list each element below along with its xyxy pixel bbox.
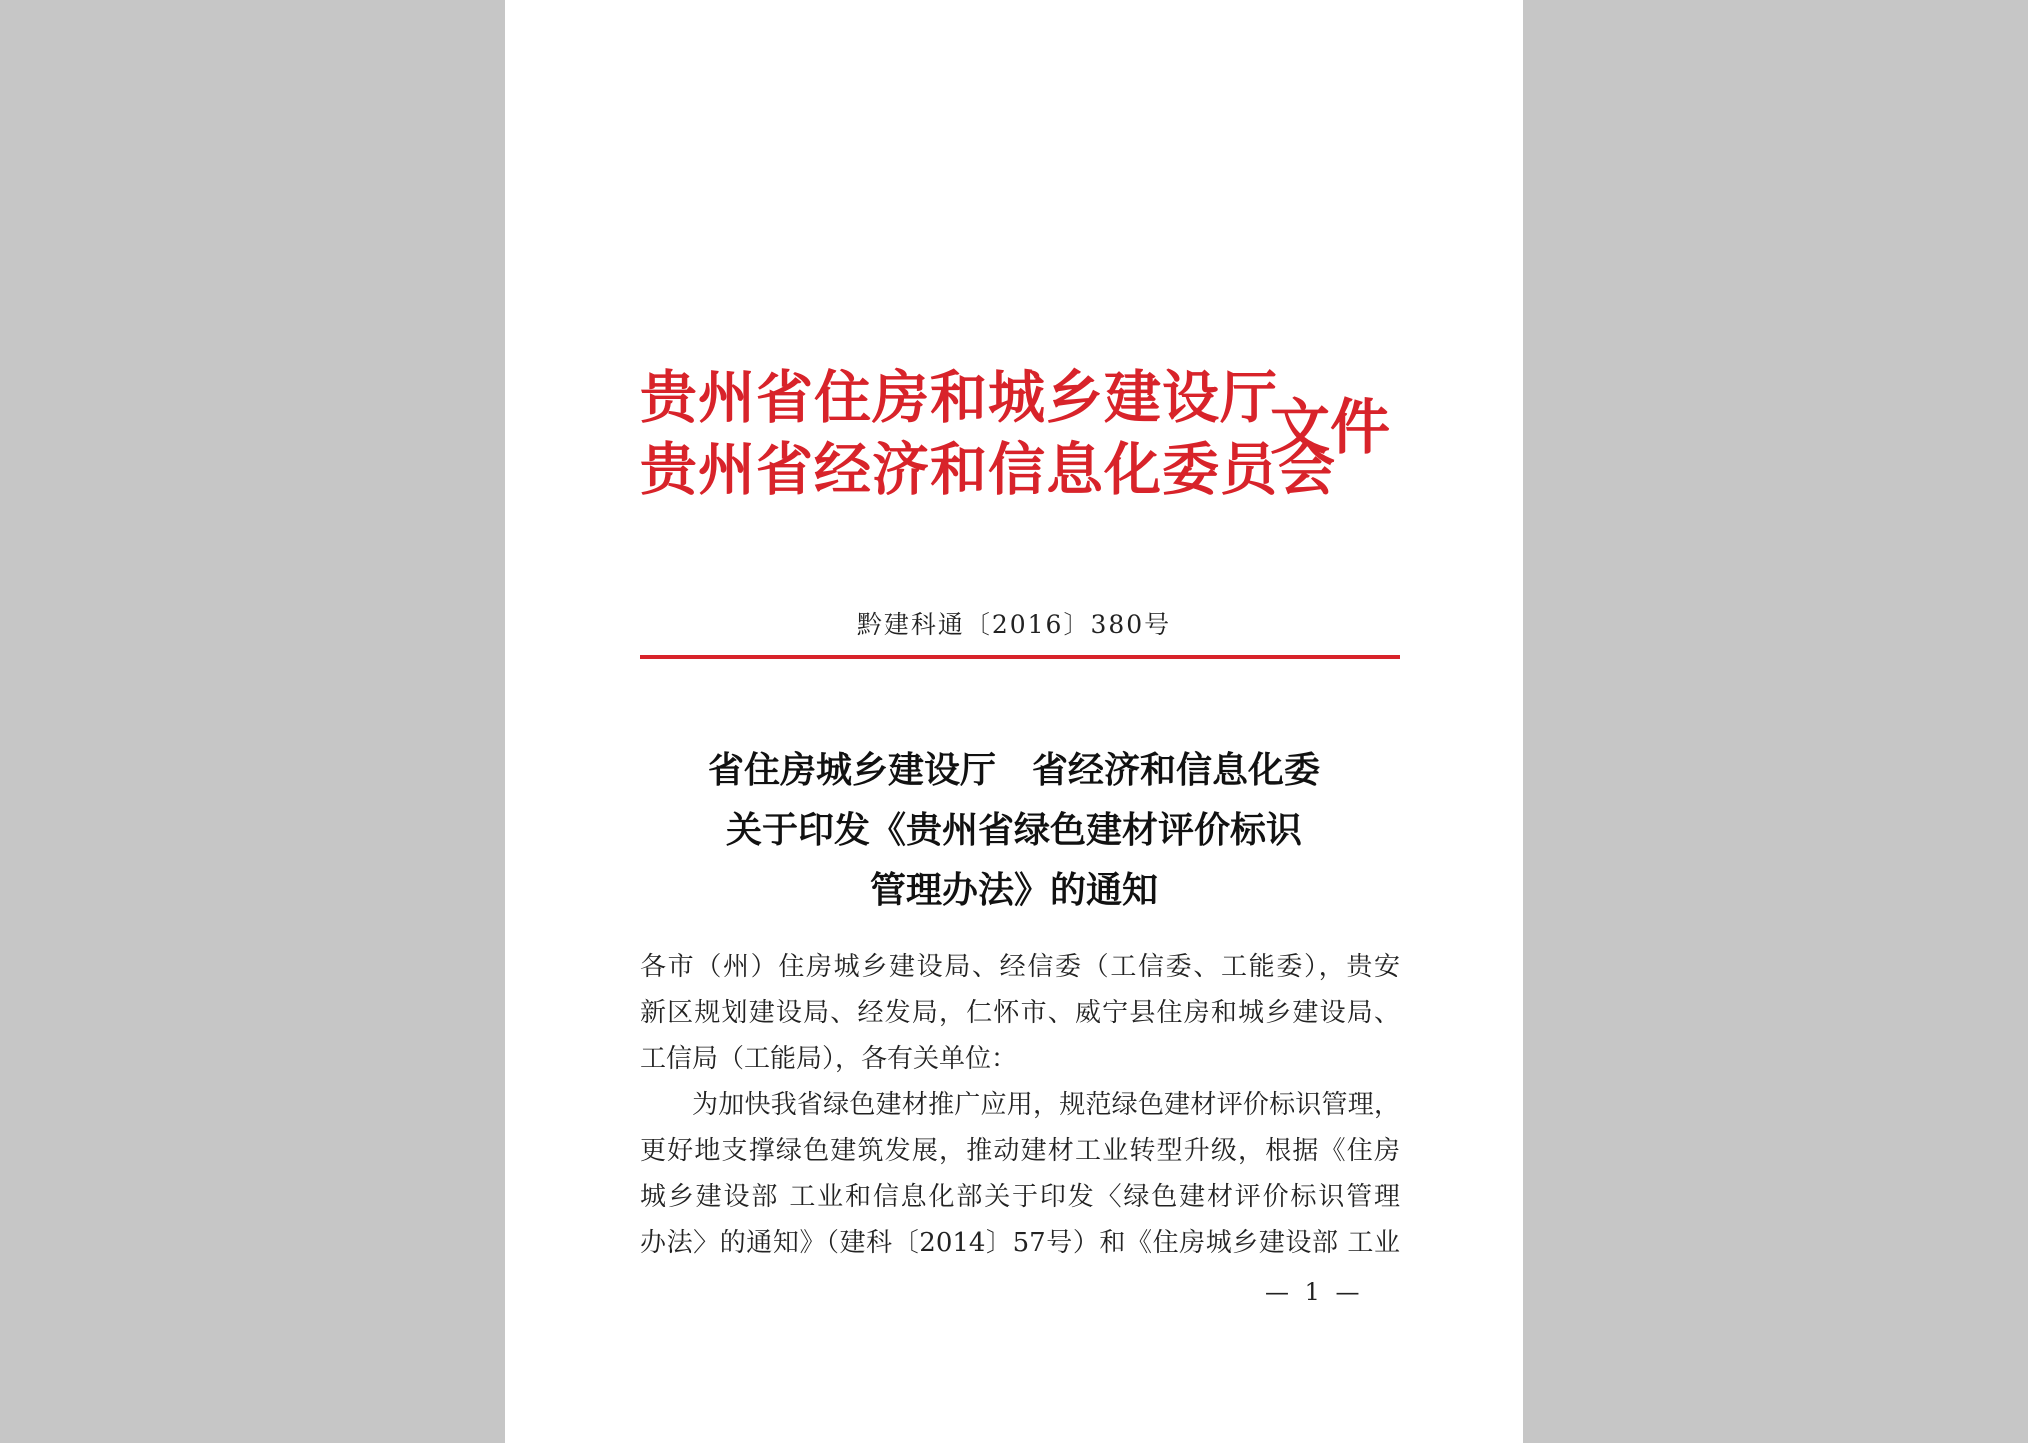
body-line-4: 为加快我省绿色建材推广应用，规范绿色建材评价标识管理， xyxy=(692,1090,1400,1120)
body-line-1: 各市（州）住房城乡建设局、经信委（工信委、工能委），贵安 xyxy=(640,952,1400,982)
title-line-1: 省住房城乡建设厅 省经济和信息化委 xyxy=(707,749,1320,791)
body-line-6: 城乡建设部 工业和信息化部关于印发〈绿色建材评价标识管理 xyxy=(640,1182,1400,1212)
red-divider xyxy=(640,655,1400,659)
document-body xyxy=(640,944,1400,1266)
title-line-2: 关于印发《贵州省绿色建材评价标识 xyxy=(725,809,1302,851)
header-suffix: 文件 xyxy=(1270,393,1390,463)
body-line-5: 更好地支撑绿色建筑发展，推动建材工业转型升级，根据《住房 xyxy=(640,1136,1400,1166)
body-line-7: 办法〉的通知》（建科〔2014〕57号）和《住房城乡建设部 工业 xyxy=(640,1228,1400,1258)
document-title xyxy=(505,740,1523,920)
issuing-org-2: 贵州省经济和信息化委员会 xyxy=(640,436,1336,503)
red-header xyxy=(640,362,1420,512)
issuing-org-1: 贵州省住房和城乡建设厅 xyxy=(640,364,1278,431)
document-number: 黔建科通〔2016〕380号 xyxy=(856,610,1172,639)
document-page xyxy=(505,0,1523,1443)
title-line-3: 管理办法》的通知 xyxy=(869,869,1158,911)
body-line-2: 新区规划建设局、经发局，仁怀市、威宁县住房和城乡建设局、 xyxy=(640,998,1400,1028)
body-line-3: 工信局（工能局），各有关单位： xyxy=(640,1044,1018,1074)
page-number: — 1 — xyxy=(1265,1278,1364,1306)
